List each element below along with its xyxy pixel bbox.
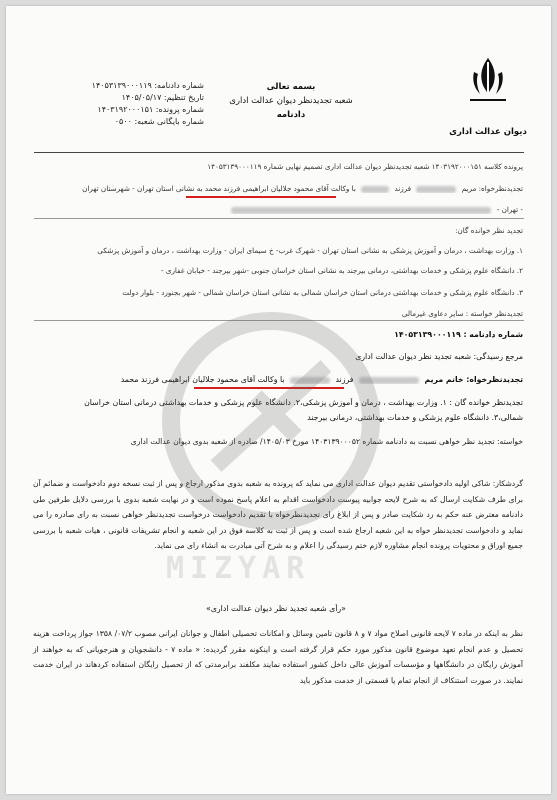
header-title-block (196, 80, 386, 122)
lawyer-text: با وکالت آقای محمود جلالیان ابراهیمی فرزند محمد به نشانی استان تهران - شهرستان تهران (82, 184, 356, 193)
issue-date: تاریخ تنظیم: ۱۴۰۵/۰۵/۱۷ (121, 93, 204, 102)
iran-emblem-icon (466, 54, 510, 102)
verdict-number-line: شماره دادنامه : ۱۴۰۵۳۱۳۹۰۰۰۱۱۹ (394, 330, 523, 339)
child-of-label: فرزند (394, 184, 412, 193)
respondent-2: ۲. دانشگاه علوم پزشکی و خدمات بهداشتی، درمانی بیرجند به نشانی استان خراسان جنوبی -شهر بیرجند - خیابان غفاری - (160, 266, 523, 275)
case-file-line: پرونده کلاسه ۱۴۰۳۱۹۲۰۰۰۱۵۱ شعبه تجدیدنظر دیوان عدالت اداری تصمیم نهایی شماره ۱۴۰۵۳۱۳۹۰۰۰۱۱۹ (207, 162, 523, 171)
redacted-father-name (361, 186, 389, 193)
appellant-label: تجدیدنظرخواه: مریم (461, 184, 523, 193)
verdict-heading: «رأی شعبه تجدید نظر دیوان عدالت اداری» (206, 604, 346, 613)
procedure-paragraph: گردشکار: شاکی اولیه دادخواستی تقدیم دیوان عدالت اداری می نماید که پرونده به شعبه بدوی مذکور ارجاع و پس از ثبت نسخه دوم دادخواست و ضمائم آن برای طرف شکایت ارسال که به شرح لایحه جوابیه پیوست دادخواست اقدام به اعلام پاسخ نموده است و در نهایت شعبه بدوی با بررسی دلایل طرفین طی دادنامه معترض عنه حکم به رد شکایت صادر و پس از ابلاغ رای تجدیدنظرخواه با تقدیم دادخواست درخواست تجدیدنظر خواهی نسبت به رای صادره را می نماید و دادخواست تجدیدنظر خواه به این شعبه ارجاع شده است و پس از ثبت به کلاسه فوق در این شعبه و انجام تشریفات قانونی ، هیات شعبه با بررسی جمیع اوراق و محتویات پرونده انجام مشاوره لازم ختم رسیدگی را اعلام و به شرح آتی مبادرت به انشاء رای می نماید. (33, 479, 523, 550)
watermark-text: MIZYAR (166, 551, 311, 586)
respondents-summary: تجدیدنظر خوانده گان : ۱. وزارت بهداشت ، درمان و آموزش پزشکی،۲. دانشگاه علوم پزشکی و خدمات بهداشتی درمانی استان خراسان (84, 398, 523, 407)
respondents-heading: تجدید نظر خوانده گان: (455, 226, 523, 235)
claim-paragraph: خواسته: تجدید نظر خواهی نسبت به دادنامه شماره ۱۴۰۳۱۳۹۰۰۰۵۲ مورخ ۱۴۰۵/۰۳/ صادره از شعبه بدوی دیوان عدالت اداری (130, 437, 523, 446)
document-title: دادنامه (276, 110, 306, 120)
branch-name: شعبه تجدیدنظر دیوان عدالت اداری (229, 96, 353, 106)
address-line: - تهران - (33, 205, 523, 214)
case-number: شماره پرونده: ۱۴۰۳۱۹۲۰۰۰۱۵۱ (97, 105, 204, 114)
section-divider (34, 218, 524, 219)
archive-number: شماره بایگانی شعبه: ۰۵۰۰ (114, 117, 204, 126)
redacted-address (231, 207, 491, 214)
appellant-line (33, 184, 523, 193)
lawyer-text-2: با وکالت آقای محمود جلالیان ابراهیمی فرزند محمد (120, 375, 285, 384)
document-page (6, 6, 551, 794)
watermark-logo-icon (156, 306, 386, 536)
document-header (6, 6, 551, 144)
appellant-label-2: تجدیدنظرخواه: خانم مریم (424, 375, 523, 384)
case-info-block (34, 80, 204, 128)
appeal-subject: تجدیدنظر خواسته : سایر دعاوی غیرمالی (401, 309, 523, 318)
header-divider (34, 152, 524, 153)
organization-name: دیوان عدالت اداری (449, 127, 527, 137)
child-of-label-2: فرزند (335, 375, 354, 384)
respondent-3: ۳. دانشگاه علوم پزشکی و خدمات بهداشتی درمانی استان خراسان شمالی به نشانی استان خراسان شمالی - شهر بجنورد - بلوار دولت (122, 288, 523, 297)
respondents-summary-cont: شمالی،۳. دانشگاه علوم پزشکی و خدمات بهداشتی، درمانی بیرجند (307, 413, 523, 422)
red-underline (186, 196, 336, 198)
bismillah: بسمه تعالی (266, 82, 316, 92)
redacted-surname (416, 186, 456, 193)
reference-line: مرجع رسیدگی: شعبه تجدید نظر دیوان عدالت اداری (355, 352, 523, 361)
verdict-number: شماره دادنامه: ۱۴۰۵۳۱۳۹۰۰۰۱۱۹ (91, 81, 204, 90)
verdict-paragraph: نظر به اینکه در ماده ۷ لایحه قانونی اصلاح مواد ۷ و ۸ قانون تامین وسائل و امکانات تحصیلی اطفال و جوانان ایرانی مصوب ۰۷/۲/ ۱۳۵۸ جواز پرداخت هزینه تحصیل و عدم انجام تعهد موضوع قانون مذکور مورد حکم قرار گرفته است و اینکونه مقرر گردیده: « ماده ۷ - دانشجویان و هنرجویانی که به خواهند از آموزش رایگان در دانشگاهها و مؤسسات آموزش عالی داخل کشور استفاده نمایند مکلفند برابرمدتی که از تحصیل رایگان استفاده کردهاند در ایران خدمت نمایند. در صورت استنکاف از انجام تمام یا قسمتی از خدمت مذکور باید (33, 629, 523, 685)
respondent-1: ۱. وزارت بهداشت ، درمان و آموزش پزشکی به نشانی استان تهران - شهرک غرب- خ سیمای ایران - وزارت بهداشت ، درمان و آموزش پزشکی (97, 246, 523, 255)
